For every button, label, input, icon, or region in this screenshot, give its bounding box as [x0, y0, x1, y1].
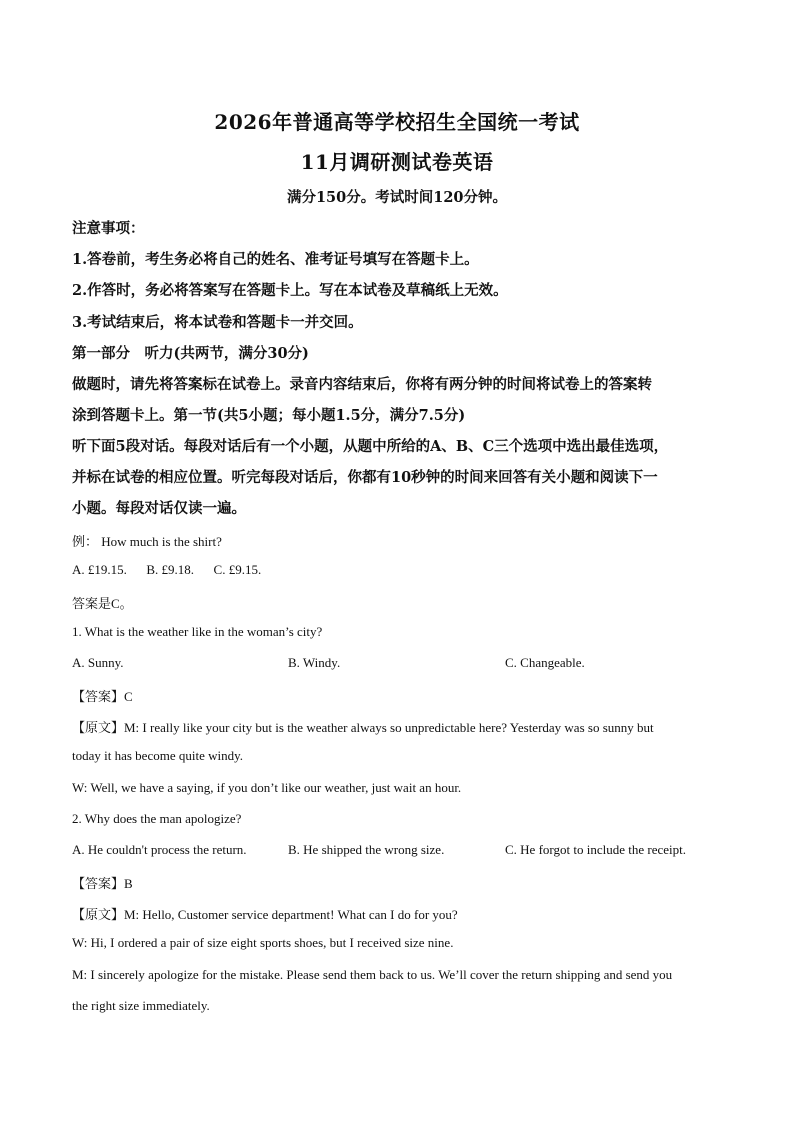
notes-item: 2.作答时，务必将答案写在答题卡上。写在本试卷及草稿纸上无效。	[72, 282, 508, 299]
option-c: C. Changeable.	[505, 655, 585, 670]
notes-item: 3.考试结束后，将本试卷和答题卡一并交回。	[72, 314, 363, 331]
question-2-transcript: W: Hi, I ordered a pair of size eight sports shoes, but I received size nine.	[72, 935, 454, 950]
question-1-transcript: today it has become quite windy.	[72, 748, 244, 763]
question-2-transcript: M: I sincerely apologize for the mistake. Please send them back to us. We’ll cover the return shipping and send you	[72, 967, 673, 982]
option-a: A. He couldn't process the return.	[72, 842, 247, 857]
part1-instructions: 做题时，请先将答案标在试卷上。录音内容结束后，你将有两分钟的时间将试卷上的答案转	[72, 376, 652, 393]
question-1: 1. What is the weather like in the woman’s city?	[72, 624, 323, 639]
question-2: 2. Why does the man apologize?	[72, 811, 242, 826]
question-2-options	[72, 842, 732, 862]
section1-instructions: 小题。每段对话仅读一遍。	[72, 500, 246, 517]
part1-heading: 第一部分 听力(共两节，满分30分)	[72, 345, 309, 362]
question-1-options	[72, 655, 732, 675]
notes-heading: 注意事项：	[72, 220, 145, 237]
option-a: A. Sunny.	[72, 655, 124, 670]
example-answer: 答案是C。	[72, 596, 133, 611]
exam-title: 2026年普通高等学校招生全国统一考试	[214, 110, 580, 134]
question-2-transcript: the right size immediately.	[72, 998, 210, 1013]
example-question: 例： How much is the shirt?	[72, 534, 222, 549]
notes-item: 1.答卷前，考生务必将自己的姓名、准考证号填写在答题卡上。	[72, 251, 479, 268]
option-b: B. Windy.	[288, 655, 341, 670]
section1-instructions: 听下面5段对话。每段对话后有一个小题，从题中所给的A、B、C三个选项中选出最佳选项，	[72, 438, 669, 455]
exam-score-time: 满分150分。考试时间120分钟。	[286, 189, 508, 206]
question-1-transcript: W: Well, we have a saying, if you don’t like our weather, just wait an hour.	[72, 780, 462, 795]
question-2-transcript: 【原文】M: Hello, Customer service department! What can I do for you?	[72, 907, 458, 922]
question-1-answer: 【答案】C	[72, 689, 133, 704]
option-b: B. He shipped the wrong size.	[288, 842, 445, 857]
question-1-transcript: 【原文】M: I really like your city but is the weather always so unpredictable here? Yesterday was so sunny but	[72, 720, 654, 735]
part1-instructions: 涂到答题卡上。第一节(共5小题；每小题1.5分，满分7.5分)	[72, 407, 466, 424]
question-2-answer: 【答案】B	[72, 876, 133, 891]
example-options: A. £19.15. B. £9.18. C. £9.15.	[72, 562, 262, 577]
section1-instructions: 并标在试卷的相应位置。听完每段对话后，你都有10秒钟的时间来回答有关小题和阅读下一	[72, 469, 658, 486]
exam-subject-title: 11月调研测试卷英语	[300, 150, 494, 174]
option-c: C. He forgot to include the receipt.	[505, 842, 686, 857]
